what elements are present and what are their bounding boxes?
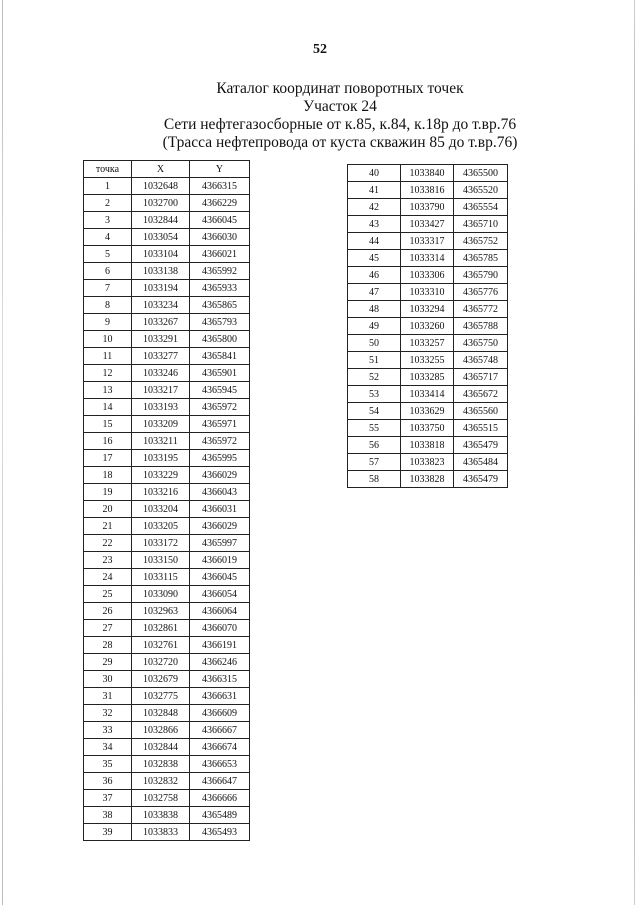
point-number-cell: 33 — [84, 722, 132, 739]
table-row — [348, 471, 508, 488]
point-number-cell: 2 — [84, 195, 132, 212]
point-number-cell: 4 — [84, 229, 132, 246]
y-coordinate-cell: 4366191 — [190, 637, 250, 654]
table-row — [348, 267, 508, 284]
x-coordinate-cell: 1032720 — [132, 654, 190, 671]
y-coordinate-cell: 4366043 — [190, 484, 250, 501]
x-coordinate-cell: 1033790 — [401, 199, 454, 216]
x-coordinate-cell: 1033838 — [132, 807, 190, 824]
table-row — [348, 284, 508, 301]
x-coordinate-cell: 1032775 — [132, 688, 190, 705]
scan-edge — [634, 0, 635, 905]
point-number-cell: 6 — [84, 263, 132, 280]
table-row — [348, 216, 508, 233]
y-coordinate-cell: 4366021 — [190, 246, 250, 263]
table-row — [348, 233, 508, 250]
point-number-cell: 36 — [84, 773, 132, 790]
point-number-cell: 34 — [84, 739, 132, 756]
x-coordinate-cell: 1032700 — [132, 195, 190, 212]
table-row — [84, 739, 250, 756]
x-coordinate-cell: 1033205 — [132, 518, 190, 535]
y-coordinate-cell: 4365484 — [454, 454, 508, 471]
point-number-cell: 48 — [348, 301, 401, 318]
x-coordinate-cell: 1033234 — [132, 297, 190, 314]
y-coordinate-cell: 4366054 — [190, 586, 250, 603]
y-coordinate-cell: 4365788 — [454, 318, 508, 335]
x-coordinate-cell: 1033229 — [132, 467, 190, 484]
table-row — [84, 399, 250, 416]
y-coordinate-cell: 4366653 — [190, 756, 250, 773]
point-number-cell: 32 — [84, 705, 132, 722]
point-number-cell: 18 — [84, 467, 132, 484]
point-number-cell: 5 — [84, 246, 132, 263]
table-row — [84, 790, 250, 807]
point-number-cell: 16 — [84, 433, 132, 450]
x-coordinate-cell: 1033414 — [401, 386, 454, 403]
y-coordinate-cell: 4365997 — [190, 535, 250, 552]
table-row — [84, 688, 250, 705]
point-number-cell: 11 — [84, 348, 132, 365]
header-point: точка — [84, 161, 132, 178]
x-coordinate-cell: 1032963 — [132, 603, 190, 620]
point-number-cell: 10 — [84, 331, 132, 348]
table-row — [84, 773, 250, 790]
x-coordinate-cell: 1033267 — [132, 314, 190, 331]
point-number-cell: 12 — [84, 365, 132, 382]
table-row — [348, 182, 508, 199]
y-coordinate-cell: 4366631 — [190, 688, 250, 705]
x-coordinate-cell: 1033172 — [132, 535, 190, 552]
y-coordinate-cell: 4365790 — [454, 267, 508, 284]
x-coordinate-cell: 1032844 — [132, 739, 190, 756]
x-coordinate-cell: 1033427 — [401, 216, 454, 233]
x-coordinate-cell: 1032758 — [132, 790, 190, 807]
table-row — [84, 297, 250, 314]
y-coordinate-cell: 4366045 — [190, 212, 250, 229]
x-coordinate-cell: 1032866 — [132, 722, 190, 739]
point-number-cell: 29 — [84, 654, 132, 671]
point-number-cell: 41 — [348, 182, 401, 199]
table-row — [84, 552, 250, 569]
document-title — [150, 80, 530, 152]
y-coordinate-cell: 4365750 — [454, 335, 508, 352]
x-coordinate-cell: 1033193 — [132, 399, 190, 416]
table-row — [84, 637, 250, 654]
y-coordinate-cell: 4366667 — [190, 722, 250, 739]
point-number-cell: 57 — [348, 454, 401, 471]
x-coordinate-cell: 1033823 — [401, 454, 454, 471]
point-number-cell: 45 — [348, 250, 401, 267]
x-coordinate-cell: 1033217 — [132, 382, 190, 399]
point-number-cell: 50 — [348, 335, 401, 352]
header-x: X — [132, 161, 190, 178]
point-number-cell: 56 — [348, 437, 401, 454]
y-coordinate-cell: 4366029 — [190, 467, 250, 484]
x-coordinate-cell: 1032861 — [132, 620, 190, 637]
y-coordinate-cell: 4365554 — [454, 199, 508, 216]
table-row — [348, 454, 508, 471]
table-row — [348, 318, 508, 335]
y-coordinate-cell: 4366029 — [190, 518, 250, 535]
table-header-row — [84, 161, 250, 178]
point-number-cell: 46 — [348, 267, 401, 284]
x-coordinate-cell: 1033816 — [401, 182, 454, 199]
x-coordinate-cell: 1033104 — [132, 246, 190, 263]
x-coordinate-cell: 1033294 — [401, 301, 454, 318]
point-number-cell: 25 — [84, 586, 132, 603]
x-coordinate-cell: 1032848 — [132, 705, 190, 722]
y-coordinate-cell: 4366019 — [190, 552, 250, 569]
table-row — [84, 450, 250, 467]
point-number-cell: 24 — [84, 569, 132, 586]
point-number-cell: 54 — [348, 403, 401, 420]
y-coordinate-cell: 4365710 — [454, 216, 508, 233]
point-number-cell: 9 — [84, 314, 132, 331]
table-row — [348, 403, 508, 420]
x-coordinate-cell: 1033833 — [132, 824, 190, 841]
table-row — [348, 335, 508, 352]
x-coordinate-cell: 1033828 — [401, 471, 454, 488]
table-row — [84, 586, 250, 603]
y-coordinate-cell: 4366031 — [190, 501, 250, 518]
point-number-cell: 44 — [348, 233, 401, 250]
table-row — [84, 195, 250, 212]
point-number-cell: 14 — [84, 399, 132, 416]
table-row — [84, 603, 250, 620]
point-number-cell: 17 — [84, 450, 132, 467]
x-coordinate-cell: 1032679 — [132, 671, 190, 688]
point-number-cell: 42 — [348, 199, 401, 216]
table-row — [84, 348, 250, 365]
x-coordinate-cell: 1033246 — [132, 365, 190, 382]
coordinates-table-left — [83, 160, 250, 841]
y-coordinate-cell: 4366030 — [190, 229, 250, 246]
point-number-cell: 3 — [84, 212, 132, 229]
y-coordinate-cell: 4365793 — [190, 314, 250, 331]
point-number-cell: 1 — [84, 178, 132, 195]
y-coordinate-cell: 4365800 — [190, 331, 250, 348]
y-coordinate-cell: 4365672 — [454, 386, 508, 403]
table-row — [84, 484, 250, 501]
table-row — [84, 246, 250, 263]
table-row — [84, 501, 250, 518]
table-row — [84, 654, 250, 671]
point-number-cell: 55 — [348, 420, 401, 437]
point-number-cell: 23 — [84, 552, 132, 569]
y-coordinate-cell: 4366246 — [190, 654, 250, 671]
x-coordinate-cell: 1033090 — [132, 586, 190, 603]
table-row — [84, 620, 250, 637]
table-row — [84, 365, 250, 382]
x-coordinate-cell: 1032761 — [132, 637, 190, 654]
title-subtitle: Участок 24 — [303, 98, 377, 115]
y-coordinate-cell: 4365752 — [454, 233, 508, 250]
x-coordinate-cell: 1033115 — [132, 569, 190, 586]
table-row — [84, 671, 250, 688]
y-coordinate-cell: 4365515 — [454, 420, 508, 437]
table-row — [348, 250, 508, 267]
x-coordinate-cell: 1032844 — [132, 212, 190, 229]
x-coordinate-cell: 1033138 — [132, 263, 190, 280]
x-coordinate-cell: 1033306 — [401, 267, 454, 284]
table-row — [348, 199, 508, 216]
y-coordinate-cell: 4365560 — [454, 403, 508, 420]
y-coordinate-cell: 4365785 — [454, 250, 508, 267]
y-coordinate-cell: 4366045 — [190, 569, 250, 586]
table-row — [84, 705, 250, 722]
header-y: Y — [190, 161, 250, 178]
table-row — [84, 178, 250, 195]
x-coordinate-cell: 1032832 — [132, 773, 190, 790]
table-row — [84, 280, 250, 297]
y-coordinate-cell: 4365748 — [454, 352, 508, 369]
y-coordinate-cell: 4366070 — [190, 620, 250, 637]
y-coordinate-cell: 4366666 — [190, 790, 250, 807]
point-number-cell: 7 — [84, 280, 132, 297]
y-coordinate-cell: 4365772 — [454, 301, 508, 318]
table-row — [348, 369, 508, 386]
table-row — [84, 824, 250, 841]
point-number-cell: 40 — [348, 165, 401, 182]
point-number-cell: 20 — [84, 501, 132, 518]
point-number-cell: 21 — [84, 518, 132, 535]
y-coordinate-cell: 4366315 — [190, 671, 250, 688]
y-coordinate-cell: 4365945 — [190, 382, 250, 399]
y-coordinate-cell: 4365520 — [454, 182, 508, 199]
y-coordinate-cell: 4365489 — [190, 807, 250, 824]
point-number-cell: 22 — [84, 535, 132, 552]
y-coordinate-cell: 4365995 — [190, 450, 250, 467]
point-number-cell: 39 — [84, 824, 132, 841]
x-coordinate-cell: 1032648 — [132, 178, 190, 195]
table-row — [84, 433, 250, 450]
x-coordinate-cell: 1032838 — [132, 756, 190, 773]
coordinates-table-right — [347, 164, 508, 488]
table-row — [348, 437, 508, 454]
x-coordinate-cell: 1033285 — [401, 369, 454, 386]
x-coordinate-cell: 1033750 — [401, 420, 454, 437]
point-number-cell: 28 — [84, 637, 132, 654]
y-coordinate-cell: 4366229 — [190, 195, 250, 212]
point-number-cell: 8 — [84, 297, 132, 314]
point-number-cell: 47 — [348, 284, 401, 301]
x-coordinate-cell: 1033211 — [132, 433, 190, 450]
point-number-cell: 27 — [84, 620, 132, 637]
point-number-cell: 26 — [84, 603, 132, 620]
table-row — [348, 352, 508, 369]
y-coordinate-cell: 4365776 — [454, 284, 508, 301]
y-coordinate-cell: 4365479 — [454, 437, 508, 454]
point-number-cell: 19 — [84, 484, 132, 501]
table-row — [84, 756, 250, 773]
table-row — [84, 467, 250, 484]
table-row — [84, 416, 250, 433]
y-coordinate-cell: 4365717 — [454, 369, 508, 386]
table-row — [84, 807, 250, 824]
x-coordinate-cell: 1033216 — [132, 484, 190, 501]
point-number-cell: 51 — [348, 352, 401, 369]
y-coordinate-cell: 4366647 — [190, 773, 250, 790]
title-line: (Трасса нефтепровода от куста скважин 85 до т.вр.76) — [162, 134, 518, 151]
page-number: 52 — [313, 42, 327, 57]
x-coordinate-cell: 1033195 — [132, 450, 190, 467]
x-coordinate-cell: 1033054 — [132, 229, 190, 246]
table-row — [84, 314, 250, 331]
y-coordinate-cell: 4365901 — [190, 365, 250, 382]
x-coordinate-cell: 1033277 — [132, 348, 190, 365]
table-row — [84, 212, 250, 229]
table-row — [348, 420, 508, 437]
y-coordinate-cell: 4366064 — [190, 603, 250, 620]
point-number-cell: 43 — [348, 216, 401, 233]
y-coordinate-cell: 4366315 — [190, 178, 250, 195]
table-row — [348, 165, 508, 182]
y-coordinate-cell: 4365479 — [454, 471, 508, 488]
table-row — [84, 382, 250, 399]
table-row — [84, 518, 250, 535]
x-coordinate-cell: 1033257 — [401, 335, 454, 352]
y-coordinate-cell: 4365841 — [190, 348, 250, 365]
table-row — [84, 569, 250, 586]
x-coordinate-cell: 1033150 — [132, 552, 190, 569]
table-row — [84, 535, 250, 552]
x-coordinate-cell: 1033204 — [132, 501, 190, 518]
scan-edge — [2, 0, 3, 905]
y-coordinate-cell: 4365972 — [190, 433, 250, 450]
y-coordinate-cell: 4365972 — [190, 399, 250, 416]
point-number-cell: 13 — [84, 382, 132, 399]
table-row — [348, 386, 508, 403]
x-coordinate-cell: 1033255 — [401, 352, 454, 369]
y-coordinate-cell: 4365865 — [190, 297, 250, 314]
point-number-cell: 37 — [84, 790, 132, 807]
x-coordinate-cell: 1033818 — [401, 437, 454, 454]
y-coordinate-cell: 4365971 — [190, 416, 250, 433]
x-coordinate-cell: 1033209 — [132, 416, 190, 433]
table-row — [84, 722, 250, 739]
table-row — [348, 301, 508, 318]
y-coordinate-cell: 4365933 — [190, 280, 250, 297]
x-coordinate-cell: 1033629 — [401, 403, 454, 420]
table-row — [84, 263, 250, 280]
point-number-cell: 52 — [348, 369, 401, 386]
point-number-cell: 30 — [84, 671, 132, 688]
x-coordinate-cell: 1033194 — [132, 280, 190, 297]
point-number-cell: 58 — [348, 471, 401, 488]
point-number-cell: 35 — [84, 756, 132, 773]
x-coordinate-cell: 1033291 — [132, 331, 190, 348]
point-number-cell: 38 — [84, 807, 132, 824]
title-line: Каталог координат поворотных точек — [216, 80, 464, 97]
x-coordinate-cell: 1033317 — [401, 233, 454, 250]
table-row — [84, 331, 250, 348]
x-coordinate-cell: 1033840 — [401, 165, 454, 182]
table-row — [84, 229, 250, 246]
point-number-cell: 49 — [348, 318, 401, 335]
x-coordinate-cell: 1033260 — [401, 318, 454, 335]
y-coordinate-cell: 4365493 — [190, 824, 250, 841]
y-coordinate-cell: 4365500 — [454, 165, 508, 182]
point-number-cell: 53 — [348, 386, 401, 403]
x-coordinate-cell: 1033314 — [401, 250, 454, 267]
point-number-cell: 15 — [84, 416, 132, 433]
point-number-cell: 31 — [84, 688, 132, 705]
y-coordinate-cell: 4366674 — [190, 739, 250, 756]
x-coordinate-cell: 1033310 — [401, 284, 454, 301]
y-coordinate-cell: 4366609 — [190, 705, 250, 722]
title-line: Сети нефтегазосборные от к.85, к.84, к.18р до т.вр.76 — [163, 116, 517, 133]
y-coordinate-cell: 4365992 — [190, 263, 250, 280]
